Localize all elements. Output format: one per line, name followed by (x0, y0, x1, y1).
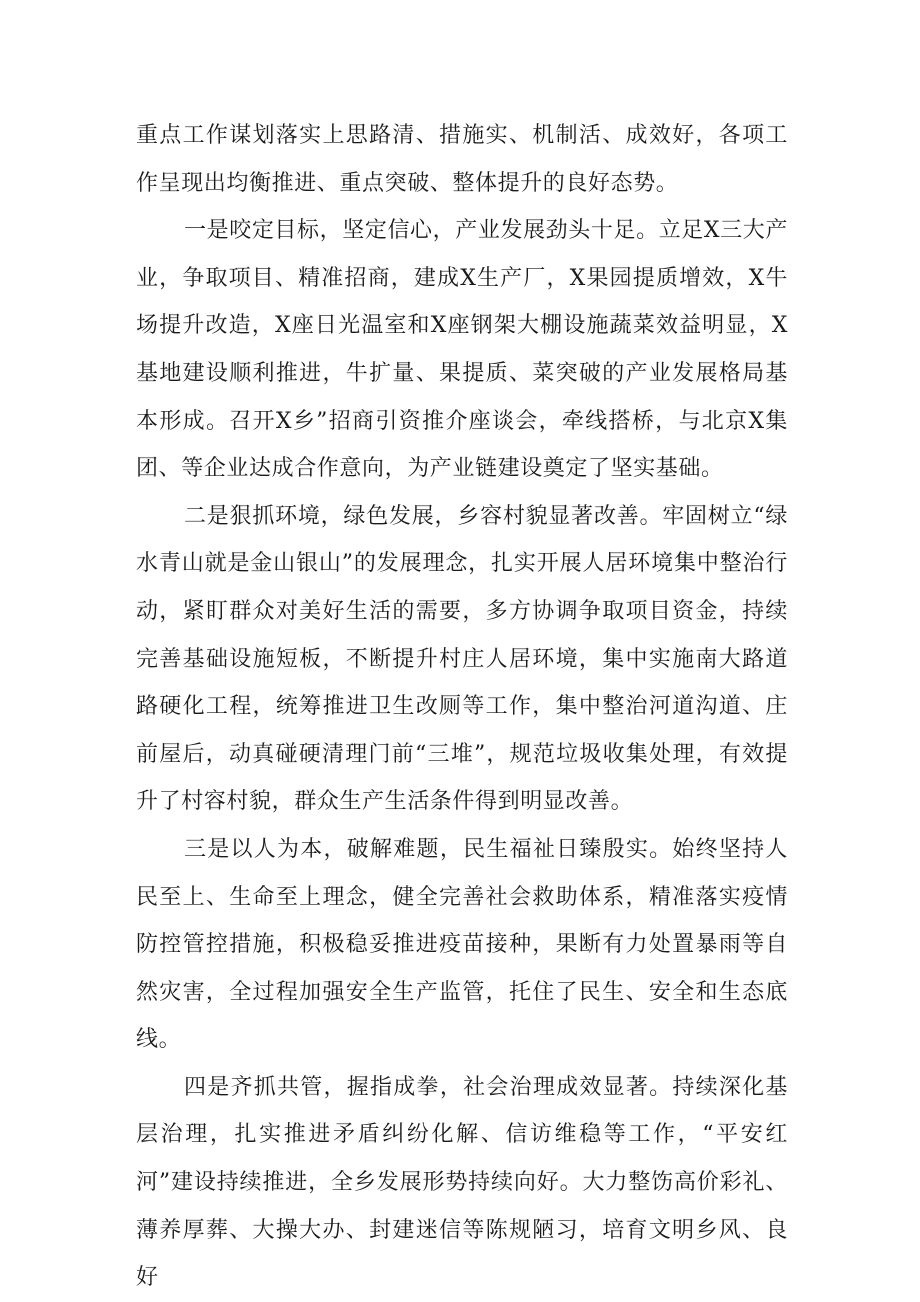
paragraph-intro-continued: 重点工作谋划落实上思路清、措施实、机制活、成效好，各项工作呈现出均衡推进、重点突破、整体提升的良好态势。 (136, 123, 788, 196)
paragraph-environment-improvement: 二是狠抓环境，绿色发展，乡容村貌显著改善。牢固树立“绿水青山就是金山银山”的发展理念，扎实开展人居环境集中整治行动，紧盯群众对美好生活的需要，多方协调争取项目资金，持续完善基础设施短板，不断提升村庄人居环境，集中实施南大路道路硬化工程，统筹推进卫生改厕等工作，集中整治河道沟道、庄前屋后，动真碰硬清理门前“三堆”，规范垃圾收集处理，有效提升了村容村貌，群众生产生活条件得到明显改善。 (136, 503, 788, 815)
paragraph-social-governance: 四是齐抓共管，握指成拳，社会治理成效显著。持续深化基层治理，扎实推进矛盾纠纷化解、信访维稳等工作，“平安红河”建设持续推进，全乡发展形势持续向好。大力整饬高价彩礼、薄养厚葬、大操大办、封建迷信等陈规陋习，培育文明乡风、良好 (136, 1074, 788, 1291)
document-page (136, 112, 788, 1302)
paragraph-people-livelihood: 三是以人为本，破解难题，民生福祉日臻殷实。始终坚持人民至上、生命至上理念，健全完善社会救助体系，精准落实疫情防控管控措施，积极稳妥推进疫苗接种，果断有力处置暴雨等自然灾害，全过程加强安全生产监管，托住了民生、安全和生态底线。 (136, 836, 788, 1053)
paragraph-industry-development: 一是咬定目标，坚定信心，产业发展劲头十足。立足X三大产业，争取项目、精准招商，建成X生产厂，X果园提质增效，X牛场提升改造，X座日光温室和X座钢架大棚设施蔬菜效益明显，X基地建设顺利推进，牛扩量、果提质、菜突破的产业发展格局基本形成。召开X乡”招商引资推介座谈会，牵线搭桥，与北京X集团、等企业达成合作意向，为产业链建设奠定了坚实基础。 (136, 218, 788, 482)
